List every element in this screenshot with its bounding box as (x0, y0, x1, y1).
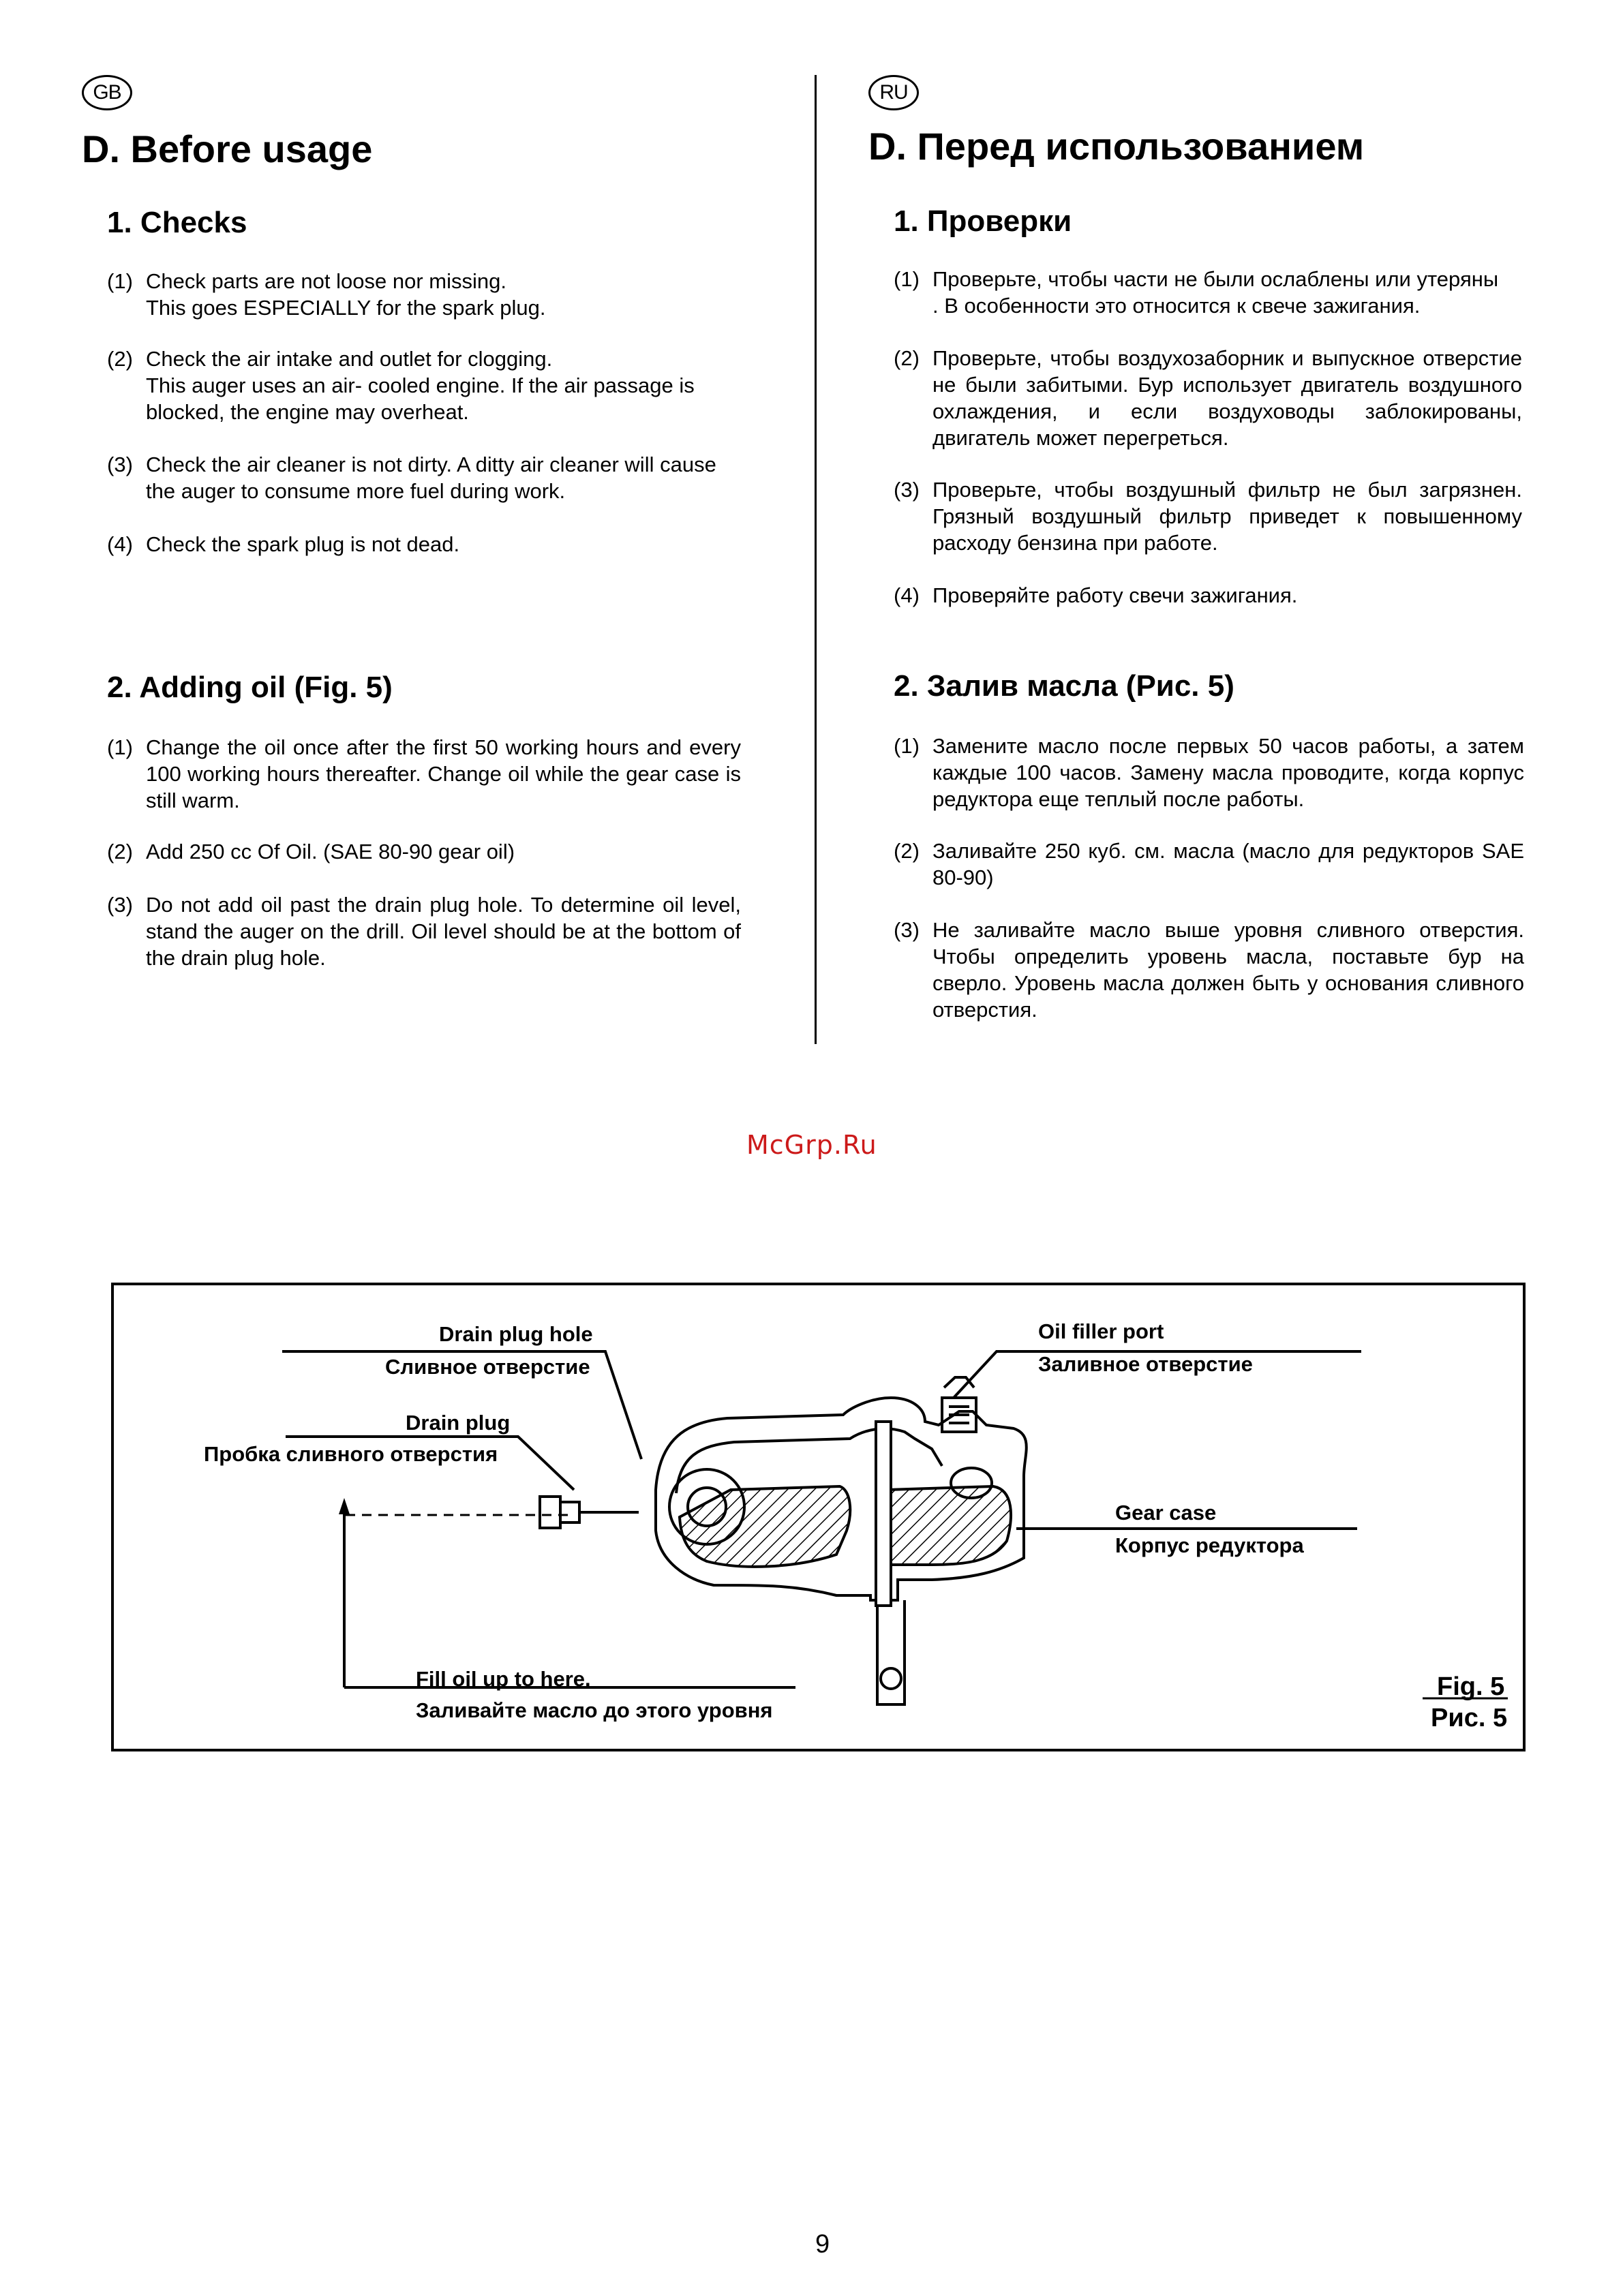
item-text: Change the oil once after the first 50 working hours and every 100 working hours thereafter. Change oil while the gear case is still warm. (146, 735, 741, 812)
label-drain-plug-hole-ru: Сливное отверстие (385, 1355, 590, 1379)
list-item (107, 451, 741, 504)
list-item (107, 891, 741, 971)
list-item (894, 582, 1522, 609)
item-number: (2) (894, 839, 920, 863)
figure-caption-en: Fig. 5 (1437, 1672, 1505, 1701)
list-item (894, 838, 1524, 891)
item-text: Check the spark plug is not dead. (146, 532, 460, 556)
list-item (894, 917, 1524, 1023)
label-gear-case-ru: Корпус редуктора (1115, 1533, 1304, 1557)
list-item (107, 734, 741, 814)
item-text: Проверьте, чтобы воздушный фильтр не был загрязнен. Грязный воздушный фильтр приведет к повышенному расходу бензина при работе. (932, 478, 1522, 555)
label-gear-case-en: Gear case (1115, 1501, 1217, 1525)
column-divider (815, 75, 817, 1044)
lang-badge-gb: GB (82, 75, 132, 110)
label-oil-filler-en: Oil filler port (1038, 1319, 1164, 1343)
watermark: McGrp.Ru (746, 1130, 877, 1160)
item-text: Проверьте, чтобы части не были ослаблены или утеряны . В особенности это относится к свече зажигания. (932, 267, 1499, 318)
item-number: (3) (107, 453, 133, 476)
label-drain-plug-ru: Пробка сливного отверстия (204, 1442, 498, 1466)
oil-heading-ru: 2. Залив масла (Рис. 5) (894, 669, 1234, 703)
list-item (894, 733, 1524, 812)
page-title-ru: D. Перед использованием (868, 125, 1365, 168)
list-item (894, 345, 1522, 451)
checks-heading-en: 1. Checks (107, 206, 247, 239)
item-text: Check the air intake and outlet for clogging. This auger uses an air- cooled engine. If the air passage is blocked, the engine may overheat. (146, 347, 695, 424)
item-number: (4) (894, 583, 920, 607)
item-text: Проверьте, чтобы воздухозаборник и выпускное отверстие не были забитыми. Бур использует двигатель воздушного охлаждения, и если воздуховоды заблокированы, двигатель может перегреться. (932, 346, 1522, 450)
item-text: Check the air cleaner is not dirty. A ditty air cleaner will cause the auger to consume more fuel during work. (146, 453, 716, 503)
page-number: 9 (815, 2230, 830, 2259)
item-text: Не заливайте масло выше уровня сливного отверстия. Чтобы определить уровень масла, поставьте бур на сверло. Уровень масла должен быть у основания сливного отверстия. (932, 918, 1524, 1022)
item-number: (4) (107, 532, 133, 556)
list-item (107, 531, 741, 557)
item-number: (1) (894, 734, 920, 758)
figure-5 (111, 1283, 1526, 1751)
item-text: Замените масло после первых 50 часов работы, а затем каждые 100 часов. Замену масла проводите, когда корпус редуктора еще теплый после работы. (932, 734, 1524, 811)
item-number: (1) (107, 269, 133, 293)
item-text: Add 250 cc Of Oil. (SAE 80-90 gear oil) (146, 840, 515, 863)
oil-heading-en: 2. Adding oil (Fig. 5) (107, 671, 393, 704)
label-fill-oil-ru: Заливайте масло до этого уровня (416, 1698, 773, 1722)
figure-caption-ru: Рис. 5 (1431, 1704, 1508, 1732)
list-item (107, 838, 741, 865)
item-number: (2) (894, 346, 920, 370)
label-drain-plug-en: Drain plug (406, 1411, 511, 1435)
item-number: (3) (894, 918, 920, 942)
lang-badge-ru: RU (868, 75, 919, 110)
item-number: (1) (894, 267, 920, 291)
item-text: Check parts are not loose nor missing. This goes ESPECIALLY for the spark plug. (146, 269, 546, 320)
item-text: Проверяйте работу свечи зажигания. (932, 583, 1298, 607)
item-number: (3) (894, 478, 920, 502)
list-item (107, 346, 741, 425)
label-fill-oil-en: Fill oil up to here. (416, 1667, 591, 1691)
item-text: Do not add oil past the drain plug hole. To determine oil level, stand the auger on the drill. Oil level should be at the bottom of the drain plug hole. (146, 893, 741, 970)
label-drain-plug-hole-en: Drain plug hole (439, 1322, 593, 1346)
list-item (894, 266, 1522, 319)
list-item (107, 268, 741, 321)
item-number: (1) (107, 735, 133, 759)
item-number: (3) (107, 893, 133, 917)
gear-case-diagram (114, 1285, 1523, 1749)
item-number: (2) (107, 840, 133, 863)
item-number: (2) (107, 347, 133, 371)
list-item (894, 476, 1522, 556)
checks-heading-ru: 1. Проверки (894, 204, 1072, 238)
page-title-en: D. Before usage (82, 127, 373, 170)
item-text: Заливайте 250 куб. см. масла (масло для редукторов SAE 80-90) (932, 839, 1524, 889)
label-oil-filler-ru: Заливное отверстие (1038, 1352, 1253, 1376)
